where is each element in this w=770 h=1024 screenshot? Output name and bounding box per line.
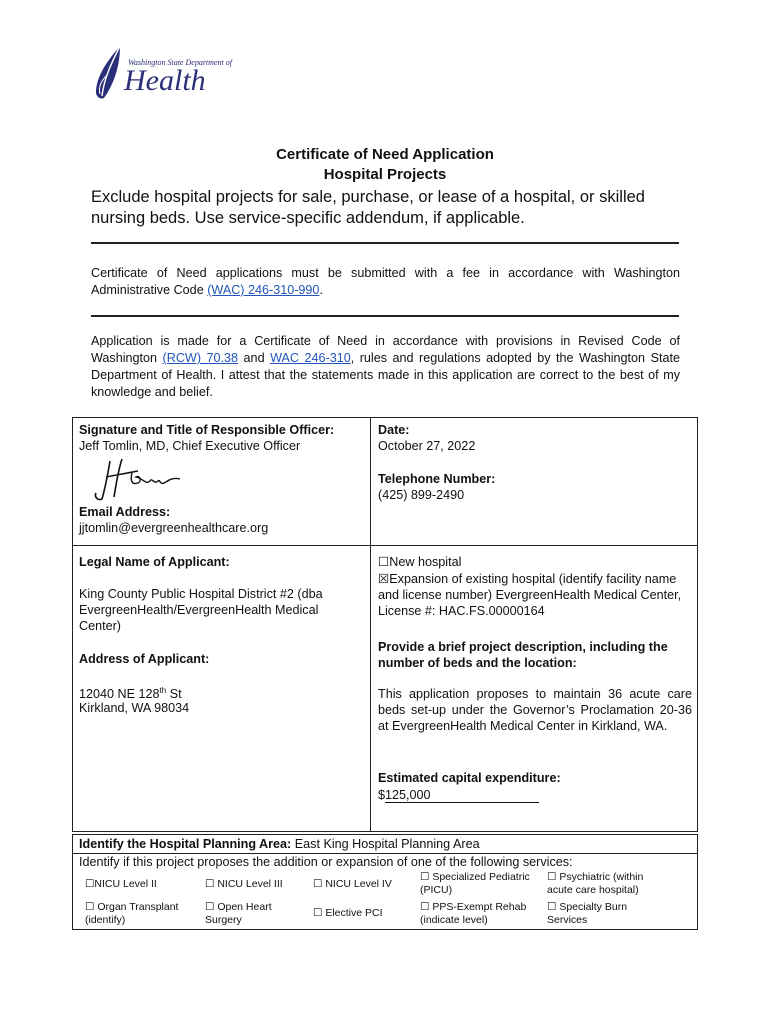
signature-image <box>88 455 188 505</box>
column-divider <box>370 418 371 831</box>
address-label: Address of Applicant: <box>79 652 210 666</box>
instructions-text: Exclude hospital projects for sale, purchase, or lease of a hospital, or skilled nursing beds. Use service-specific addendum, if applicable. <box>91 188 645 227</box>
row-divider-left <box>73 545 370 546</box>
legal-name-value: King County Public Hospital District #2 (dba EvergreenHealth/EvergreenHealth Medical Center) <box>79 587 323 633</box>
service-nicu-2[interactable]: ☐NICU Level II <box>85 878 157 890</box>
legal-name-label: Legal Name of Applicant: <box>79 555 230 569</box>
service-specialty-burn[interactable]: ☐ Specialty Burn Services <box>547 901 628 926</box>
attestation-text-1: Application is made for a Certificate of Need in accordance with provisions in Revised Code of Washington <box>91 334 680 365</box>
rcw-link[interactable]: (RCW) 70.38 <box>162 351 239 365</box>
service-psychiatric[interactable]: ☐ Psychiatric (within acute care hospital) <box>547 871 644 896</box>
wac-fee-link[interactable]: (WAC) 246-310-990 <box>207 283 320 297</box>
officer-label: Signature and Title of Responsible Officer: <box>79 423 335 437</box>
row-divider-right <box>370 545 697 546</box>
planning-area-label: Identify the Hospital Planning Area: <box>79 837 292 851</box>
officer-value: Jeff Tomlin, MD, Chief Executive Officer <box>79 439 301 453</box>
logo-department: Washington State Department of <box>128 58 232 67</box>
capex-field[interactable] <box>378 787 539 803</box>
planning-area-row <box>79 836 480 852</box>
planning-area-value: East King Hospital Planning Area <box>291 837 480 851</box>
service-picu[interactable]: ☐ Specialized Pediatric (PICU) <box>420 871 530 896</box>
service-nicu-3[interactable]: ☐ NICU Level III <box>205 878 283 890</box>
capex-value[interactable]: 125,000 <box>385 788 539 803</box>
project-description-label: Provide a brief project description, including the number of beds and the location: <box>378 640 668 670</box>
page-subtitle-hospital: Hospital Projects <box>323 166 447 183</box>
option-new-hospital[interactable]: ☐New hospital <box>378 555 462 569</box>
phone-label: Telephone Number: <box>378 472 496 486</box>
planning-area-table <box>72 834 698 930</box>
page-title: Certificate of Need Application <box>276 146 494 163</box>
email-label: Email Address: <box>79 505 171 519</box>
project-description: This application proposes to maintain 36 acute care beds set-up under the Governor’s Proclamation 20-36 at EvergreenHealth Medical Center in Kirkland, WA. <box>378 687 692 733</box>
attestation-text-3: , rules and regulations adopted by the Washington State Department of Health. I attest that the statements made in this application are correct to the best of my knowledge and belief. <box>91 351 680 399</box>
service-organ-transplant[interactable]: ☐ Organ Transplant (identify) <box>85 901 179 926</box>
fee-notice <box>91 265 680 299</box>
email-value: jjtomlin@evergreenhealthcare.org <box>79 521 269 535</box>
service-elective-pci[interactable]: ☐ Elective PCI <box>313 907 383 919</box>
address-ordinal: th <box>159 686 167 695</box>
date-label: Date: <box>378 423 410 437</box>
date-value: October 27, 2022 <box>378 439 476 453</box>
attestation-text-2: and <box>238 351 271 365</box>
option-expansion[interactable]: ☒Expansion of existing hospital (identify facility name and license number) EvergreenHealth Medical Center, License #: HAC.FS.00000164 <box>378 572 682 618</box>
divider-2 <box>91 315 679 317</box>
address-street-suffix: St <box>166 687 182 702</box>
capex-currency: $ <box>378 788 386 802</box>
address-line2: Kirkland, WA 98034 <box>79 701 190 715</box>
wac-link[interactable]: WAC 246-310 <box>270 351 351 365</box>
fee-notice-text: Certificate of Need applications must be submitted with a fee in accordance with Washington Administrative Code <box>91 266 680 297</box>
divider-1 <box>91 242 679 244</box>
service-pps-exempt[interactable]: ☐ PPS-Exempt Rehab (indicate level) <box>420 901 527 926</box>
phone-value: (425) 899-2490 <box>378 488 465 502</box>
service-open-heart[interactable]: ☐ Open Heart Surgery <box>205 901 272 926</box>
capex-label: Estimated capital expenditure: <box>378 771 561 785</box>
service-nicu-4[interactable]: ☐ NICU Level IV <box>313 878 392 890</box>
address-street: 12040 NE 128 <box>79 687 160 702</box>
attestation <box>91 333 680 401</box>
logo-word: Health <box>124 64 206 97</box>
doh-logo <box>90 44 232 104</box>
fee-notice-end: . <box>319 283 323 297</box>
services-label: Identify if this project proposes the addition or expansion of one of the following services: <box>79 855 573 869</box>
